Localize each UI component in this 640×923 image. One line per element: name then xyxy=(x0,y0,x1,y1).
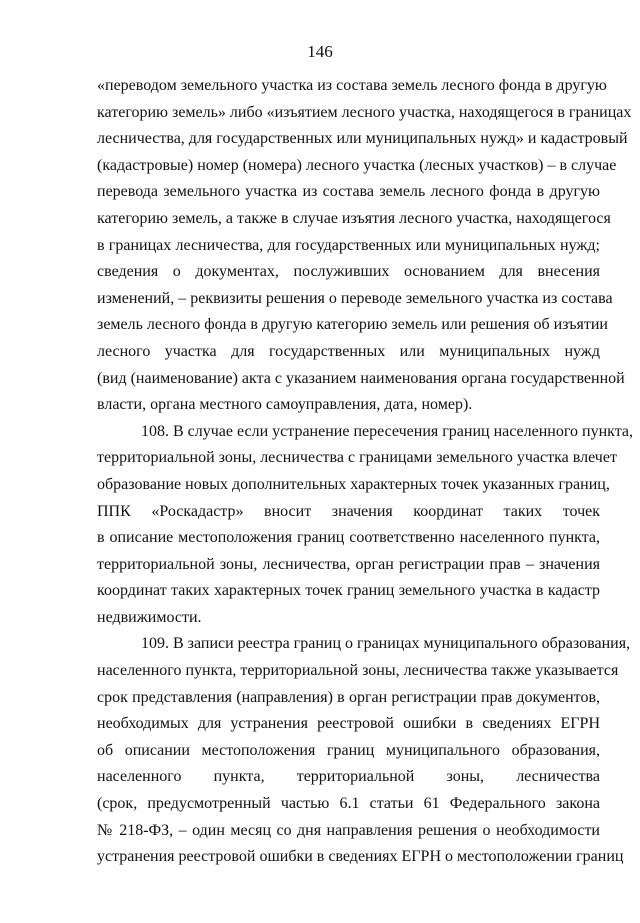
text-line: территориальной зоны, лесничества, орган регистрации прав – значения xyxy=(97,555,600,573)
text-line: устранения реестровой ошибки в сведениях ЕГРН о местоположении границ xyxy=(97,848,624,866)
text-line: ППК «Роскадастр» вносит значения координат таких точек xyxy=(97,502,600,520)
text-line: образование новых дополнительных характерных точек указанных границ, xyxy=(97,475,610,493)
text-line: (срок, предусмотренный частью 6.1 статьи 61 Федерального закона xyxy=(97,795,600,813)
text-line: категорию земель, а также в случае изъятия лесного участка, находящегося xyxy=(97,209,611,227)
text-line: (вид (наименование) акта с указанием наименования органа государственной xyxy=(97,369,625,387)
text-line: в описание местоположения границ соответственно населенного пункта, xyxy=(97,529,600,547)
text-line: «переводом земельного участка из состава земель лесного фонда в другую xyxy=(97,77,607,94)
text-line: необходимых для устранения реестровой ошибки в сведениях ЕГРН xyxy=(97,715,600,733)
text-line: перевода земельного участка из состава земель лесного фонда в другую xyxy=(97,183,600,201)
text-line: срок представления (направления) в орган регистрации прав документов, xyxy=(97,688,600,706)
text-line: сведения о документах, послуживших основанием для внесения xyxy=(97,263,600,281)
text-line: территориальной зоны, лесничества с границами земельного участка влечет xyxy=(97,449,617,467)
text-line: (кадастровые) номер (номера) лесного участка (лесных участков) – в случае xyxy=(97,156,617,174)
text-line: лесничества, для государственных или муниципальных нужд» и кадастровый xyxy=(97,130,628,148)
text-line: земель лесного фонда в другую категорию земель или решения об изъятии xyxy=(97,316,608,334)
text-line: населенного пункта, территориальной зоны, лесничества xyxy=(97,768,600,786)
text-line: 108. В случае если устранение пересечения границ населенного пункта, xyxy=(141,422,633,440)
text-line: 109. В записи реестра границ о границах муниципального образования, xyxy=(141,635,631,653)
text-line: власти, органа местного самоуправления, дата, номер). xyxy=(97,396,473,414)
text-line: об описании местоположения границ муниципального образования, xyxy=(97,741,600,759)
page-number: 146 xyxy=(307,42,333,61)
document-body xyxy=(97,73,633,871)
text-line: лесного участка для государственных или муниципальных нужд xyxy=(97,342,600,360)
text-line: населенного пункта, территориальной зоны, лесничества также указывается xyxy=(97,662,619,680)
text-line: категорию земель» либо «изъятием лесного участка, находящегося в границах xyxy=(97,103,632,121)
text-line: в границах лесничества, для государственных или муниципальных нужд; xyxy=(97,236,600,254)
text-line: № 218-ФЗ, – один месяц со дня направления решения о необходимости xyxy=(97,821,600,839)
text-line: недвижимости. xyxy=(97,608,202,626)
text-line: изменений, – реквизиты решения о переводе земельного участка из состава xyxy=(97,289,613,307)
text-line: координат таких характерных точек границ земельного участка в кадастр xyxy=(97,582,600,600)
